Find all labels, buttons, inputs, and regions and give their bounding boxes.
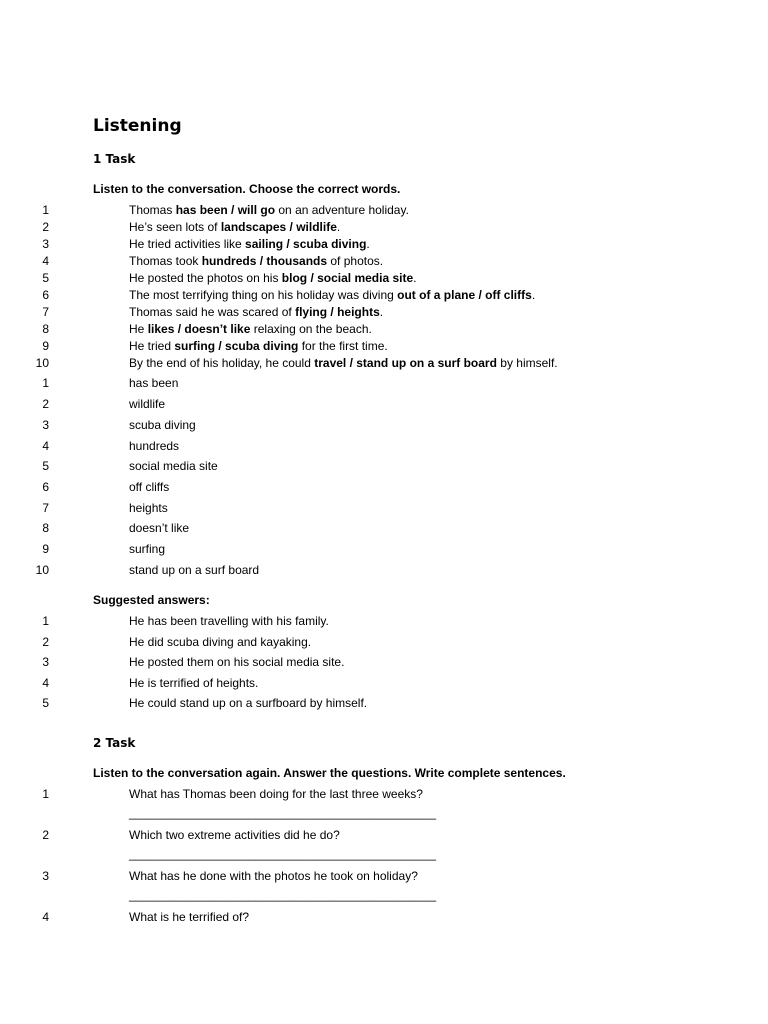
item-number: 4 [42, 254, 49, 268]
answer-number: 4 [42, 676, 49, 690]
answer-text: has been [129, 376, 179, 390]
answer-text: surfing [129, 542, 166, 556]
answer-text: social media site [129, 459, 218, 473]
answer-text: He posted them on his social media site. [129, 655, 345, 669]
answer-text: heights [129, 501, 168, 515]
answer-text: He could stand up on a surfboard by himself. [129, 696, 368, 710]
item-choice: landscapes / wildlife [220, 220, 337, 234]
answer-text: scuba diving [129, 418, 196, 432]
answer-blank-line: ______________________________________________ [129, 806, 436, 820]
question-number: 4 [42, 910, 49, 924]
answer-number: 1 [42, 376, 49, 390]
item-text: . [366, 237, 370, 251]
answer-text: off cliffs [129, 480, 170, 494]
item-choice: hundreds / thousands [201, 254, 328, 268]
item-choice: likes / doesn’t like [147, 322, 251, 336]
answer-number: 5 [42, 459, 49, 473]
task-1-instruction: Listen to the conversation. Choose the correct words. [93, 182, 401, 196]
item-choice: travel / stand up on a surf board [314, 356, 497, 370]
item-text: . [336, 220, 341, 234]
answer-number: 10 [35, 563, 49, 577]
item-text: Thomas said he was scared of [129, 305, 296, 319]
answer-number: 9 [42, 542, 49, 556]
answer-number: 2 [42, 397, 49, 411]
answer-number: 4 [42, 439, 49, 453]
answer-blank-line: ______________________________________________ [129, 847, 436, 861]
answer-text: stand up on a surf board [129, 563, 260, 577]
item-number: 9 [42, 339, 49, 353]
item-text: . [379, 305, 384, 319]
item-number: 5 [42, 271, 49, 285]
item-choice: surfing / scuba diving [174, 339, 299, 353]
question-text: What is he terrified of? [129, 910, 250, 924]
item-text: . [531, 288, 536, 302]
item-number: 2 [42, 220, 49, 234]
answer-text: hundreds [129, 439, 180, 453]
answer-blank-line: ______________________________________________ [129, 888, 436, 902]
item-choice: flying / heights [295, 305, 380, 319]
item-text: He posted the photos on his [129, 271, 282, 285]
answer-number: 3 [42, 418, 49, 432]
answer-number: 6 [42, 480, 49, 494]
answer-text: wildlife [129, 397, 166, 411]
answer-number: 3 [42, 655, 49, 669]
answer-number: 1 [42, 614, 49, 628]
item-text: by himself. [496, 356, 558, 370]
question-text: What has he done with the photos he took on holiday? [129, 869, 418, 883]
item-number: 6 [42, 288, 49, 302]
answer-text: He has been travelling with his family. [129, 614, 329, 628]
item-choice: has been / will go [175, 203, 276, 217]
answer-number: 2 [42, 635, 49, 649]
answer-text: He did scuba diving and kayaking. [129, 635, 312, 649]
question-text: What has Thomas been doing for the last three weeks? [129, 787, 423, 801]
item-text: Thomas took [129, 254, 202, 268]
item-text: Thomas [129, 203, 176, 217]
item-text: relaxing on the beach. [250, 322, 372, 336]
item-choice: out of a plane / off cliffs [397, 288, 532, 302]
question-number: 3 [42, 869, 49, 883]
item-text: He tried [129, 339, 175, 353]
item-choice: sailing / scuba diving [245, 237, 367, 251]
question-number: 2 [42, 828, 49, 842]
task-2-instruction: Listen to the conversation again. Answer the questions. Write complete sentences. [93, 766, 566, 780]
answer-number: 7 [42, 501, 49, 515]
answer-number: 5 [42, 696, 49, 710]
item-number: 7 [42, 305, 49, 319]
answer-text: doesn’t like [129, 521, 190, 535]
item-number: 10 [35, 356, 49, 370]
item-text: . [413, 271, 417, 285]
question-text: Which two extreme activities did he do? [129, 828, 340, 842]
item-choice: blog / social media site [281, 271, 414, 285]
item-text: He [129, 322, 148, 336]
item-text: of photos. [327, 254, 384, 268]
task-1-heading: 1 Task [93, 152, 136, 166]
item-text: on an adventure holiday. [275, 203, 409, 217]
item-text: He tried activities like [129, 237, 246, 251]
item-text: By the end of his holiday, he could [129, 356, 315, 370]
answer-number: 8 [42, 521, 49, 535]
answer-text: He is terrified of heights. [129, 676, 259, 690]
item-number: 8 [42, 322, 49, 336]
item-text: The most terrifying thing on his holiday was diving [129, 288, 398, 302]
item-number: 1 [42, 203, 49, 217]
suggested-answers-heading: Suggested answers: [93, 593, 210, 607]
task-2-heading: 2 Task [93, 736, 136, 750]
item-text: He’s seen lots of [129, 220, 221, 234]
page-title: Listening [93, 116, 182, 136]
item-text: for the first time. [298, 339, 388, 353]
item-number: 3 [42, 237, 49, 251]
question-number: 1 [42, 787, 49, 801]
